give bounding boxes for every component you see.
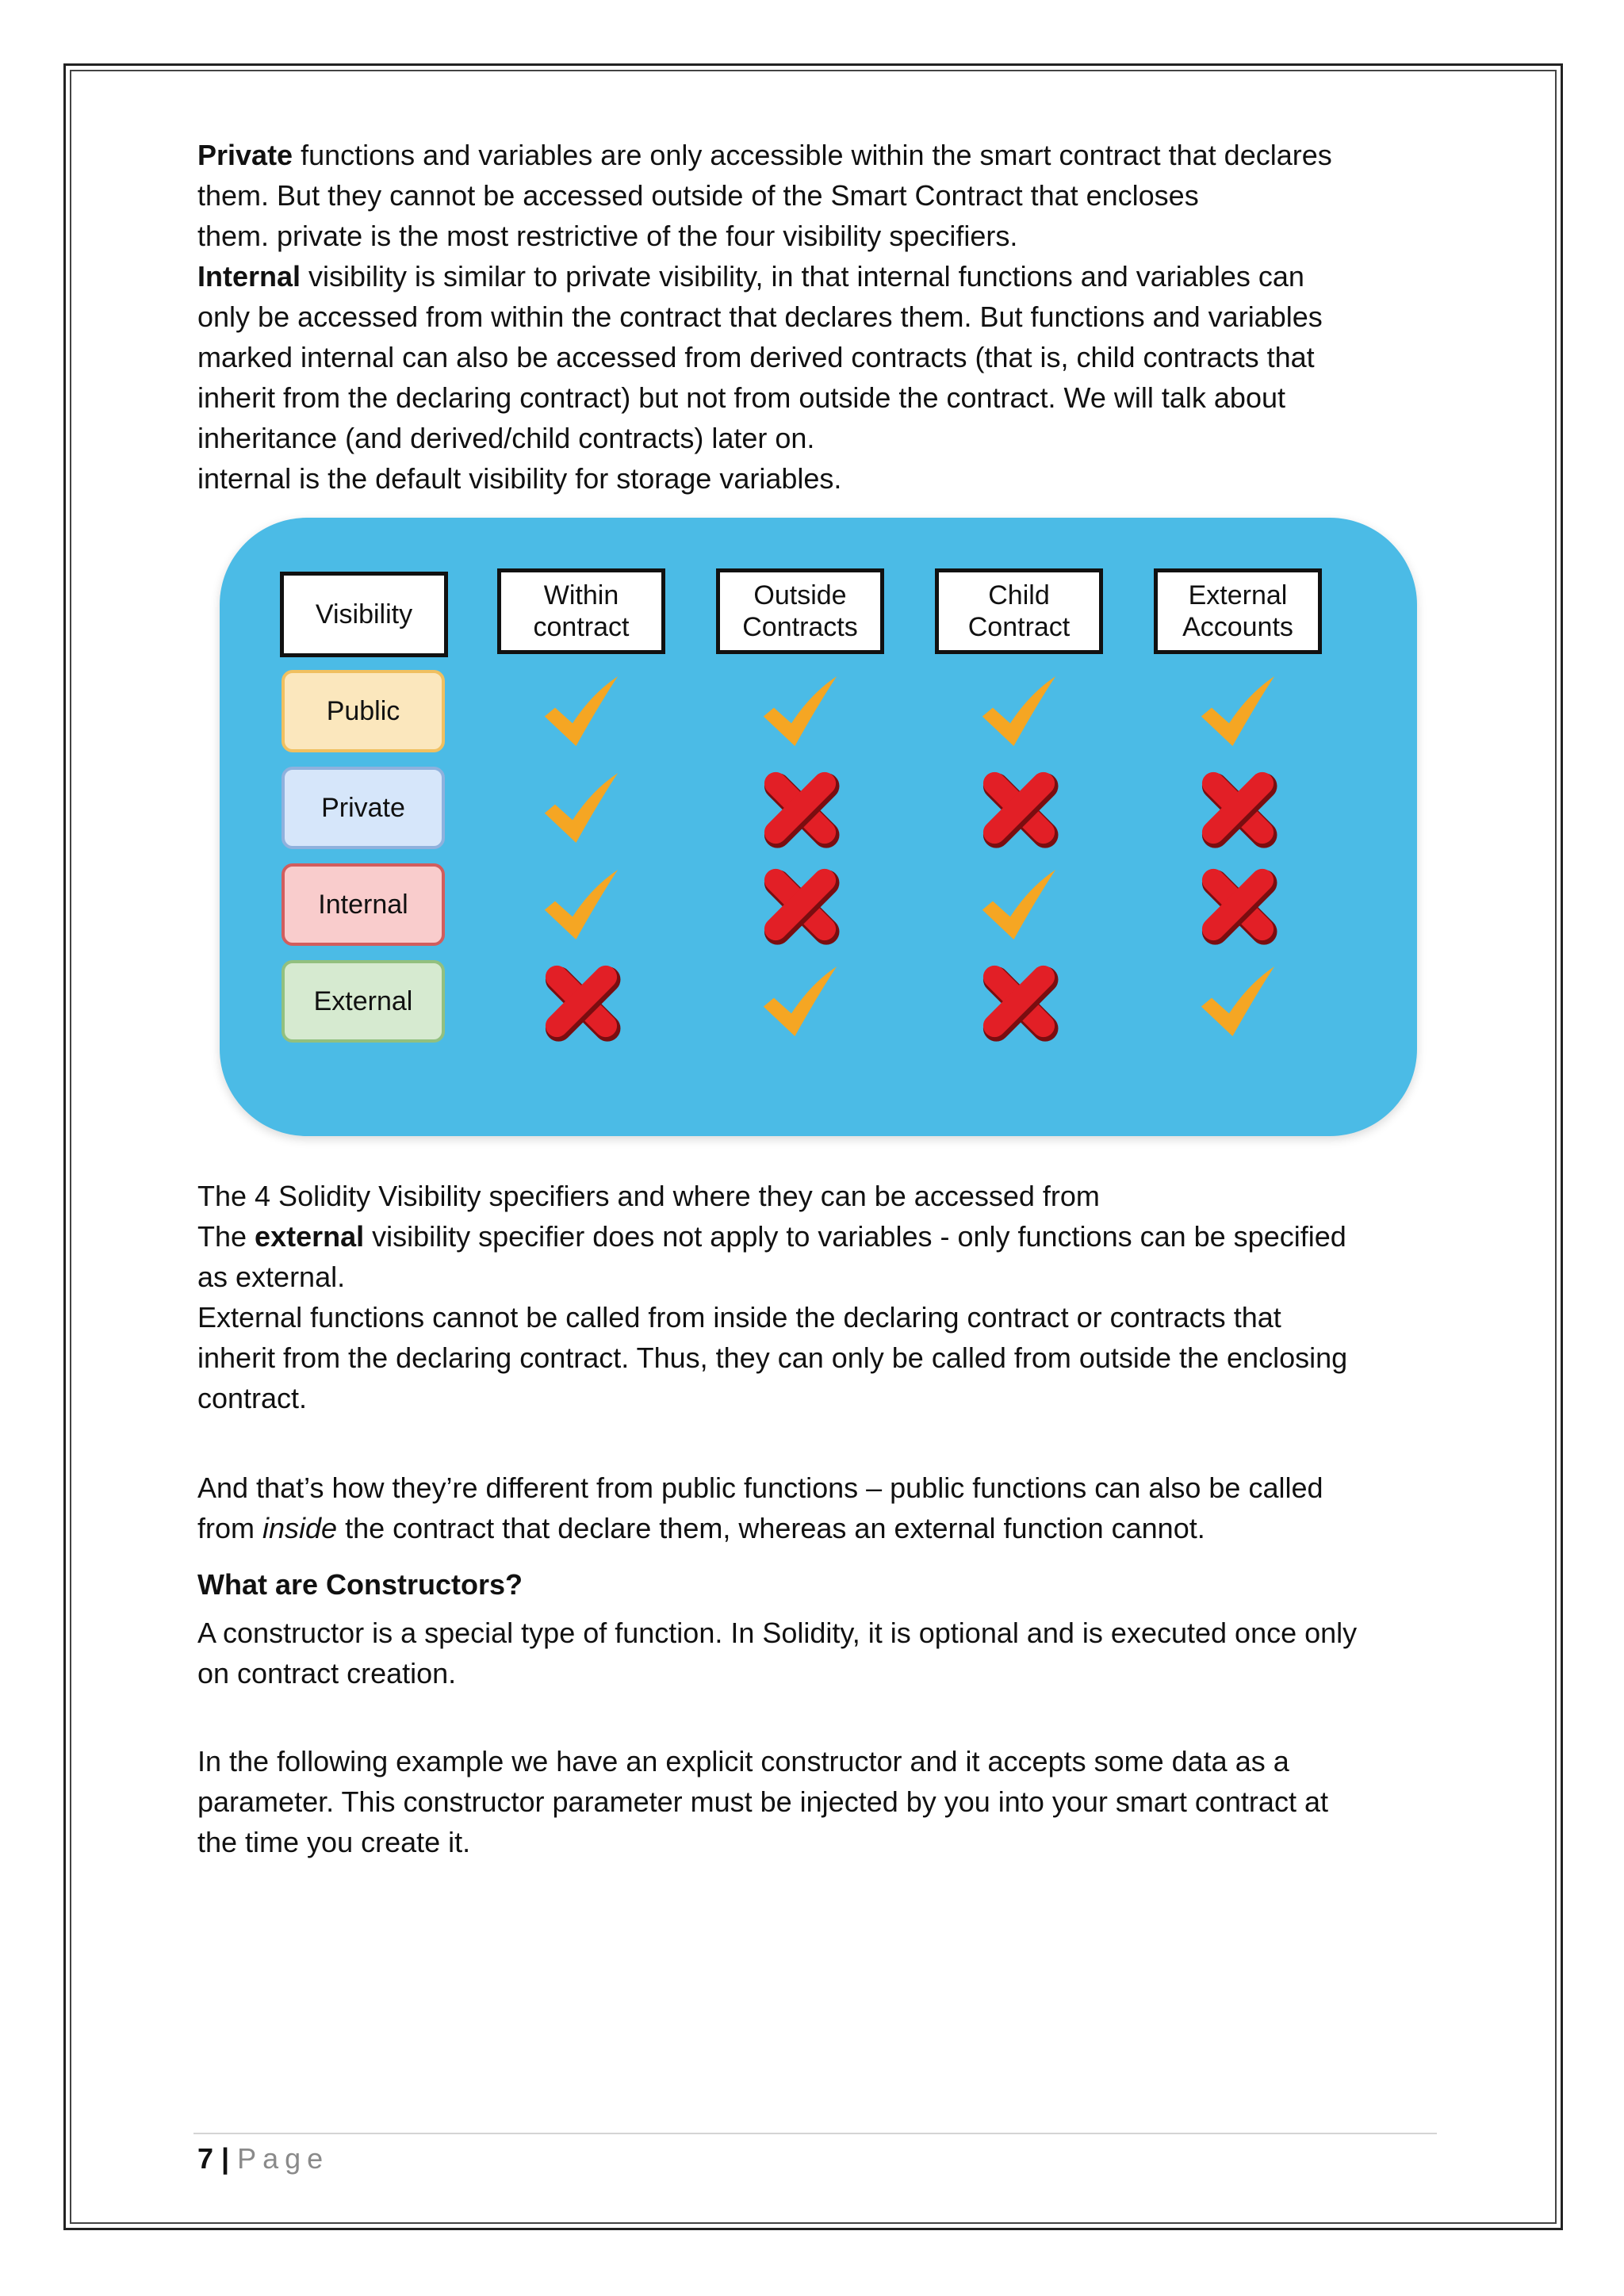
- cross-icon-private-external-accounts: [1194, 764, 1281, 851]
- cross-icon-external-child-contract: [975, 958, 1063, 1045]
- external-paragraph: [197, 1216, 1434, 1418]
- check-icon-public-child-contract: [975, 668, 1063, 755]
- header-external-accounts-label: External Accounts: [1182, 580, 1293, 642]
- private-text-3: them. private is the most restrictive of the four visibility specifiers.: [197, 220, 1018, 252]
- header-child-contract-label: Child Contract: [967, 580, 1071, 642]
- public-vs-external-em: inside: [262, 1512, 338, 1544]
- page-number: 7: [197, 2142, 214, 2175]
- check-icon-private-within-contract: [538, 764, 625, 851]
- constructor-example-3: the time you create it.: [197, 1826, 471, 1858]
- check-icon-external-outside-contracts: [756, 958, 844, 1045]
- constructor-example-1: In the following example we have an explicit constructor and it accepts some data as a: [197, 1745, 1289, 1777]
- public-vs-external-paragraph: [197, 1468, 1434, 1548]
- page-label: Page: [237, 2142, 330, 2175]
- external-text-4: inherit from the declaring contract. Thus, they can only be called from outside the enclosing: [197, 1341, 1348, 1374]
- constructor-example-paragraph: [197, 1741, 1434, 1862]
- row-label-internal-text: Internal: [318, 889, 408, 920]
- header-child-contract: [935, 568, 1103, 654]
- header-outside-contracts-label: Outside Contracts: [742, 580, 858, 642]
- page-footer: [197, 2141, 329, 2177]
- public-vs-external-post: the contract that declare them, whereas an external function cannot.: [337, 1512, 1205, 1544]
- external-pre: The: [197, 1220, 255, 1253]
- header-within-contract: [497, 568, 665, 654]
- check-icon-public-outside-contracts: [756, 668, 844, 755]
- constructor-intro-paragraph: [197, 1613, 1434, 1693]
- internal-term: Internal: [197, 260, 301, 293]
- constructor-intro-2: on contract creation.: [197, 1657, 457, 1689]
- constructors-heading: What are Constructors?: [197, 1568, 523, 1601]
- row-label-private: [282, 767, 445, 849]
- private-term: Private: [197, 139, 293, 171]
- header-visibility-label: Visibility: [315, 599, 413, 629]
- cross-icon-external-within-contract: [538, 958, 625, 1045]
- external-text-1: visibility specifier does not apply to variables - only functions can be specified: [364, 1220, 1346, 1253]
- internal-text-2: only be accessed from within the contract that declares them. But functions and variables: [197, 300, 1323, 333]
- internal-text-1: visibility is similar to private visibility, in that internal functions and variables can: [301, 260, 1304, 293]
- internal-text-4: inherit from the declaring contract) but not from outside the contract. We will talk about: [197, 381, 1285, 414]
- row-label-public: [282, 670, 445, 752]
- row-label-external-text: External: [313, 985, 413, 1016]
- cross-icon-private-outside-contracts: [756, 764, 844, 851]
- private-paragraph: [197, 135, 1434, 256]
- external-text-5: contract.: [197, 1382, 308, 1414]
- external-term: external: [255, 1220, 365, 1253]
- header-within-contract-label: Within contract: [533, 580, 630, 642]
- private-text-2: them. But they cannot be accessed outside of the Smart Contract that encloses: [197, 179, 1199, 212]
- document-body: [197, 135, 1434, 1862]
- visibility-figure: [213, 518, 1427, 1152]
- internal-text-5: inheritance (and derived/child contracts) later on.: [197, 422, 815, 454]
- footer-divider: [193, 2133, 1437, 2134]
- external-text-3: External functions cannot be called from inside the declaring contract or contracts that: [197, 1301, 1281, 1334]
- public-vs-external-pre: from: [197, 1512, 263, 1544]
- internal-text-6: internal is the default visibility for storage variables.: [197, 462, 842, 495]
- check-icon-public-within-contract: [538, 668, 625, 755]
- page-separator: |: [213, 2142, 238, 2175]
- check-icon-internal-within-contract: [538, 861, 625, 948]
- header-visibility: [280, 572, 448, 657]
- internal-paragraph: [197, 256, 1434, 499]
- row-label-private-text: Private: [321, 792, 405, 823]
- constructor-intro-1: A constructor is a special type of function. In Solidity, it is optional and is executed once only: [197, 1617, 1358, 1649]
- check-icon-external-external-accounts: [1194, 958, 1281, 1045]
- row-label-public-text: Public: [326, 695, 400, 726]
- cross-icon-internal-outside-contracts: [756, 861, 844, 948]
- check-icon-public-external-accounts: [1194, 668, 1281, 755]
- header-outside-contracts: [716, 568, 884, 654]
- row-label-external: [282, 960, 445, 1043]
- public-vs-external-text-1: And that’s how they’re different from public functions – public functions can also be called: [197, 1471, 1323, 1504]
- internal-text-3: marked internal can also be accessed from derived contracts (that is, child contracts that: [197, 341, 1315, 373]
- header-external-accounts: [1154, 568, 1322, 654]
- figure-caption: The 4 Solidity Visibility specifiers and where they can be accessed from: [197, 1180, 1100, 1212]
- private-text-1: functions and variables are only accessible within the smart contract that declares: [293, 139, 1332, 171]
- row-label-internal: [282, 863, 445, 946]
- constructor-example-2: parameter. This constructor parameter must be injected by you into your smart contract at: [197, 1785, 1328, 1818]
- cross-icon-internal-external-accounts: [1194, 861, 1281, 948]
- cross-icon-private-child-contract: [975, 764, 1063, 851]
- check-icon-internal-child-contract: [975, 861, 1063, 948]
- external-text-2: as external.: [197, 1261, 346, 1293]
